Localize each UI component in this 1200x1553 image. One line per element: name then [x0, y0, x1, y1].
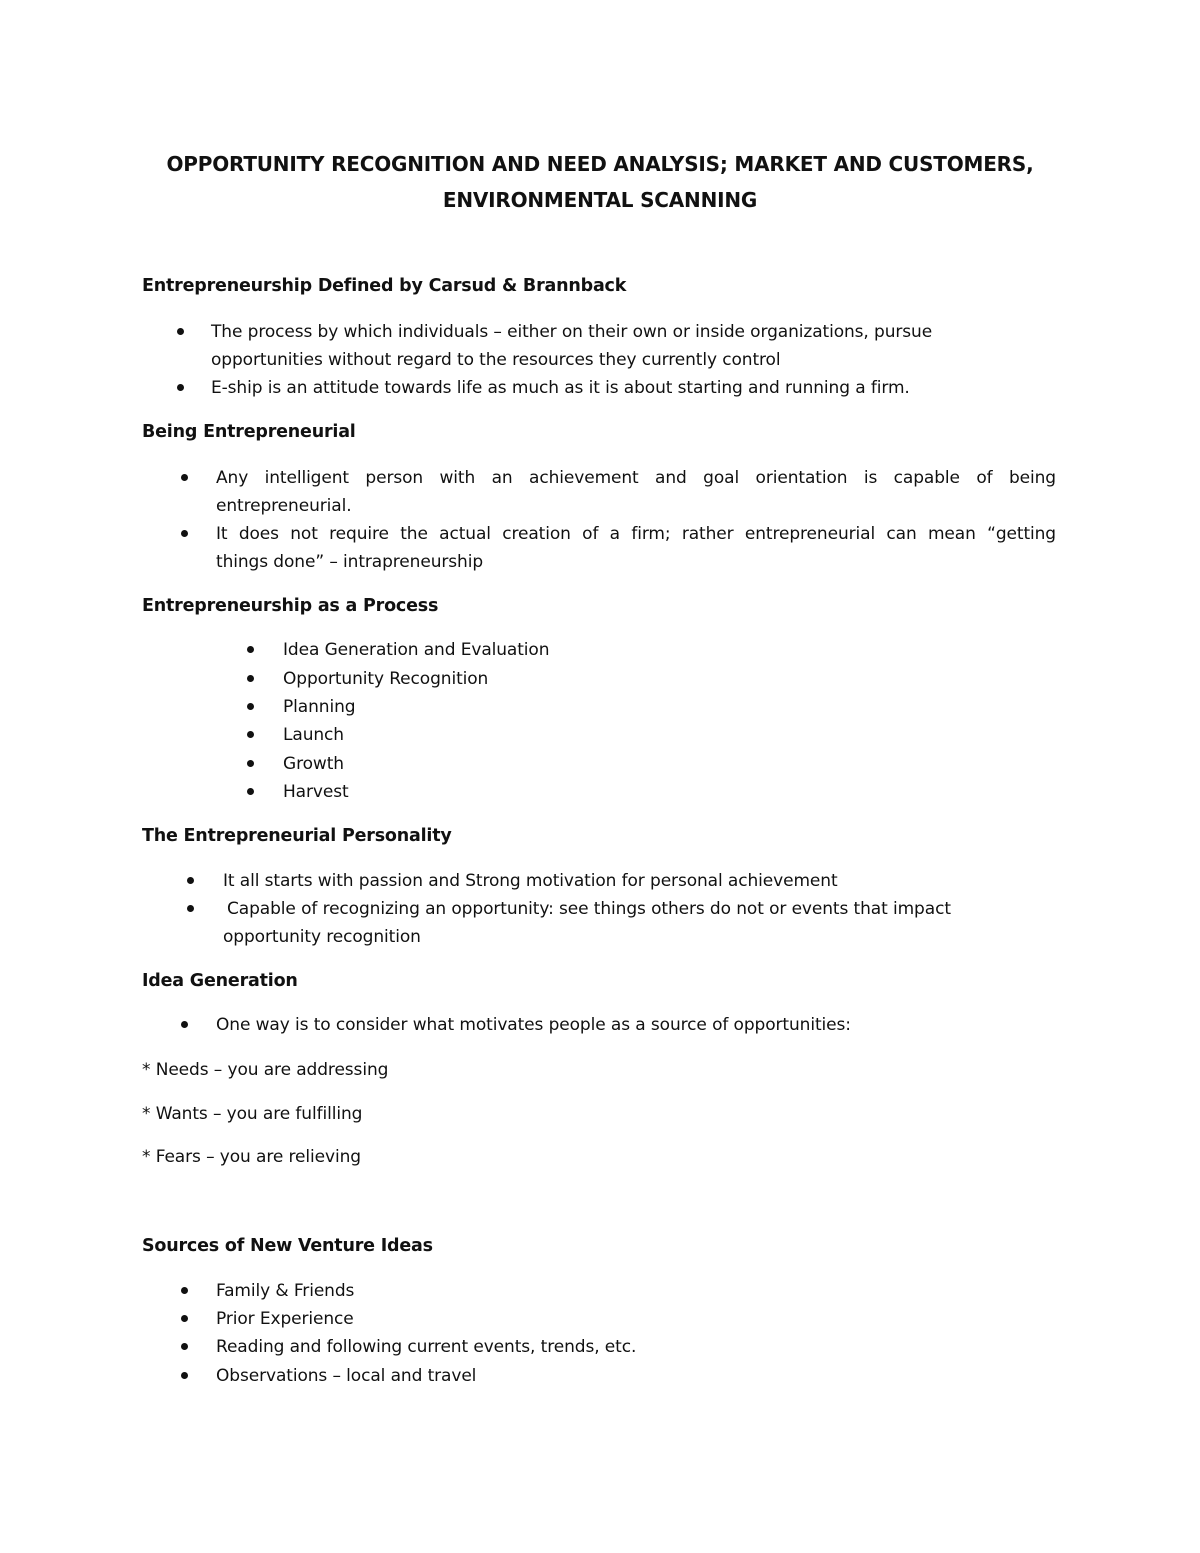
list-item: Observations – local and travel: [216, 1366, 477, 1386]
bullet-icon: [181, 1021, 188, 1028]
star-item: * Fears – you are relieving: [142, 1147, 361, 1167]
bullet-icon: [181, 1343, 188, 1350]
list-item-line: opportunity recognition: [223, 927, 421, 947]
section-heading: Being Entrepreneurial: [142, 422, 356, 442]
list-item-line: things done” – intrapreneurship: [216, 552, 484, 572]
list-item: [211, 374, 1011, 402]
bullet-icon: [187, 905, 194, 912]
section-heading: Entrepreneurship as a Process: [142, 596, 439, 616]
bullet-icon: [247, 760, 254, 767]
bullet-icon: [247, 788, 254, 795]
section-heading: Sources of New Venture Ideas: [142, 1236, 433, 1256]
star-item: * Needs – you are addressing: [142, 1060, 389, 1080]
list-item: Family & Friends: [216, 1281, 355, 1301]
list-item: Launch: [283, 725, 344, 745]
list-item-line: The process by which individuals – either on their own or inside organizations, pursue: [211, 322, 933, 342]
list-item-line: It all starts with passion and Strong motivation for personal achievement: [223, 871, 838, 891]
bullet-icon: [247, 675, 254, 682]
star-item: * Wants – you are fulfilling: [142, 1104, 363, 1124]
list-item-line: opportunities without regard to the resources they currently control: [211, 350, 781, 370]
list-item: [223, 895, 1023, 951]
bullet-icon: [247, 731, 254, 738]
section-heading: The Entrepreneurial Personality: [142, 826, 452, 846]
list-item-line: entrepreneurial.: [216, 496, 352, 516]
bullet-icon: [247, 703, 254, 710]
list-item: [211, 318, 991, 374]
list-item: Idea Generation and Evaluation: [283, 640, 550, 660]
bullet-icon: [247, 646, 254, 653]
list-item: Opportunity Recognition: [283, 669, 489, 689]
title-line-2: ENVIRONMENTAL SCANNING: [442, 188, 758, 212]
document-title: [120, 146, 1080, 218]
list-item: Prior Experience: [216, 1309, 354, 1329]
list-item-line: Capable of recognizing an opportunity: see things others do not or events that impact: [227, 899, 951, 919]
list-item: Reading and following current events, trends, etc.: [216, 1337, 637, 1357]
bullet-icon: [177, 384, 184, 391]
list-item: Growth: [283, 754, 344, 774]
list-item: Planning: [283, 697, 356, 717]
bullet-icon: [181, 530, 188, 537]
bullet-icon: [181, 1315, 188, 1322]
title-line-1: OPPORTUNITY RECOGNITION AND NEED ANALYSIS; MARKET AND CUSTOMERS,: [166, 152, 1034, 176]
bullet-icon: [177, 328, 184, 335]
list-item: [216, 464, 1056, 520]
bullet-icon: [181, 474, 188, 481]
list-item-line: E-ship is an attitude towards life as much as it is about starting and running a firm.: [211, 378, 910, 398]
section-heading: Idea Generation: [142, 971, 298, 991]
bullet-icon: [187, 877, 194, 884]
bullet-icon: [181, 1287, 188, 1294]
list-item-line: Any intelligent person with an achievement and goal orientation is capable of being: [216, 468, 1056, 488]
section-heading: Entrepreneurship Defined by Carsud & Brannback: [142, 276, 627, 296]
list-item: One way is to consider what motivates people as a source of opportunities:: [216, 1015, 851, 1035]
list-item: [223, 867, 1023, 895]
bullet-icon: [181, 1372, 188, 1379]
list-item-line: It does not require the actual creation of a firm; rather entrepreneurial can mean “getting: [216, 524, 1056, 544]
list-item: Harvest: [283, 782, 349, 802]
list-item: [216, 520, 1056, 576]
